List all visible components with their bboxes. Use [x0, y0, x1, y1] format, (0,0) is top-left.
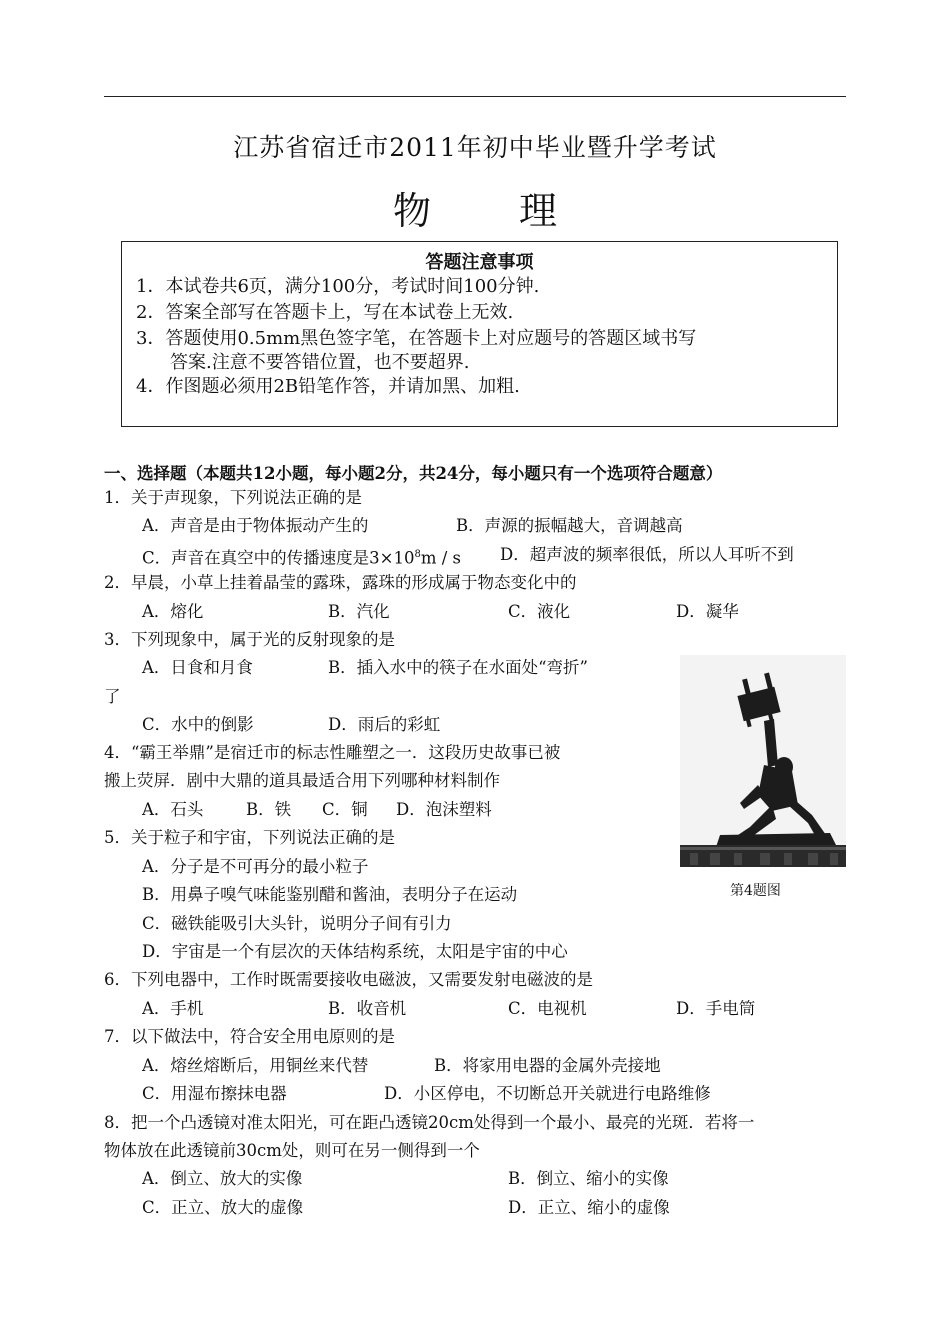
q8-stem-line1: 8．把一个凸透镜对准太阳光，可在距凸透镜20cm处得到一个最小、最亮的光斑．若将一: [104, 1113, 755, 1132]
q6-option-b: B．收音机: [328, 999, 407, 1018]
notice-item-4: 4．作图题必须用2B铅笔作答，并请加黑、加粗.: [136, 376, 520, 397]
q6-option-c: C．电视机: [508, 999, 587, 1018]
q2-option-a: A．熔化: [142, 602, 204, 621]
q1-option-d: D．超声波的频率很低，所以人耳听不到: [500, 545, 794, 564]
q8-option-b: B．倒立、缩小的实像: [508, 1169, 669, 1188]
figure-caption: 第4题图: [730, 883, 781, 899]
q3-option-b-wrap: 了: [104, 687, 121, 706]
q8-stem-line2: 物体放在此透镜前30cm处，则可在另一侧得到一个: [104, 1141, 480, 1160]
q5-option-d: D．宇宙是一个有层次的天体结构系统，太阳是宇宙的中心: [142, 942, 568, 961]
q7-stem: 7．以下做法中，符合安全用电原则的是: [104, 1027, 395, 1046]
statue-photo: [680, 655, 846, 867]
q8-option-a: A．倒立、放大的实像: [142, 1169, 303, 1188]
q4-stem-line1: 4．“霸王举鼎”是宿迁市的标志性雕塑之一．这段历史故事已被: [104, 743, 561, 762]
q2-option-b: B．汽化: [328, 602, 390, 621]
q2-stem: 2．早晨，小草上挂着晶莹的露珠，露珠的形成属于物态变化中的: [104, 573, 577, 592]
q1-option-c-unit: m / s: [420, 548, 461, 568]
q6-option-a: A．手机: [142, 999, 204, 1018]
notice-box: [121, 241, 838, 427]
section-heading: 一、选择题（本题共12小题，每小题2分，共24分，每小题只有一个选项符合题意）: [104, 464, 723, 483]
q5-option-c: C．磁铁能吸引大头针，说明分子间有引力: [142, 914, 452, 933]
exam-title: 江苏省宿迁市2011年初中毕业暨升学考试: [233, 133, 717, 162]
notice-item-1: 1．本试卷共6页，满分100分，考试时间100分钟.: [136, 276, 540, 297]
q3-option-c: C．水中的倒影: [142, 715, 254, 734]
q8-option-c: C．正立、放大的虚像: [142, 1198, 304, 1217]
q1-option-c: [142, 545, 461, 569]
top-rule: [104, 96, 846, 97]
q4-option-c: C．铜: [322, 800, 368, 819]
q3-option-b: B．插入水中的筷子在水面处“弯折”: [328, 658, 588, 677]
q8-option-d: D．正立、缩小的虚像: [508, 1198, 670, 1217]
q5-stem: 5．关于粒子和宇宙，下列说法正确的是: [104, 828, 395, 847]
q4-option-a: A．石头: [142, 800, 204, 819]
q1-option-b: B．声源的振幅越大，音调越高: [456, 516, 683, 535]
q7-option-b: B．将家用电器的金属外壳接地: [434, 1056, 661, 1075]
q1-option-c-text: C．声音在真空中的传播速度是3×10: [142, 548, 415, 568]
q4-option-b: B．铁: [246, 800, 292, 819]
q1-option-c-exponent: 8: [414, 549, 421, 560]
q6-option-d: D．手电筒: [676, 999, 756, 1018]
q2-option-c: C．液化: [508, 602, 571, 621]
q7-option-c: C．用湿布擦抹电器: [142, 1084, 287, 1103]
notice-item-3-cont: 答案.注意不要答错位置，也不要超界.: [170, 352, 470, 373]
q3-option-d: D．雨后的彩虹: [328, 715, 441, 734]
q3-option-a: A．日食和月食: [142, 658, 253, 677]
q1-stem: 1．关于声现象，下列说法正确的是: [104, 488, 362, 507]
q3-stem: 3．下列现象中，属于光的反射现象的是: [104, 630, 395, 649]
q5-option-b: B．用鼻子嗅气味能鉴别醋和酱油，表明分子在运动: [142, 885, 518, 904]
q6-stem: 6．下列电器中，工作时既需要接收电磁波，又需要发射电磁波的是: [104, 970, 593, 989]
q4-option-d: D．泡沫塑料: [396, 800, 492, 819]
notice-title: 答题注意事项: [425, 252, 534, 273]
notice-item-2: 2．答案全部写在答题卡上，写在本试卷上无效.: [136, 302, 514, 323]
q1-option-a: A．声音是由于物体振动产生的: [142, 516, 369, 535]
q7-option-d: D．小区停电，不切断总开关就进行电路维修: [384, 1084, 711, 1103]
q2-option-d: D．凝华: [676, 602, 739, 621]
q5-option-a: A．分子是不可再分的最小粒子: [142, 857, 369, 876]
notice-item-3: 3．答题使用0.5mm黑色签字笔，在答题卡上对应题号的答题区域书写: [136, 328, 697, 349]
subject-title: 物 理: [392, 189, 596, 233]
q7-option-a: A．熔丝熔断后，用铜丝来代替: [142, 1056, 369, 1075]
q4-stem-line2: 搬上荧屏．剧中大鼎的道具最适合用下列哪种材料制作: [104, 771, 500, 790]
